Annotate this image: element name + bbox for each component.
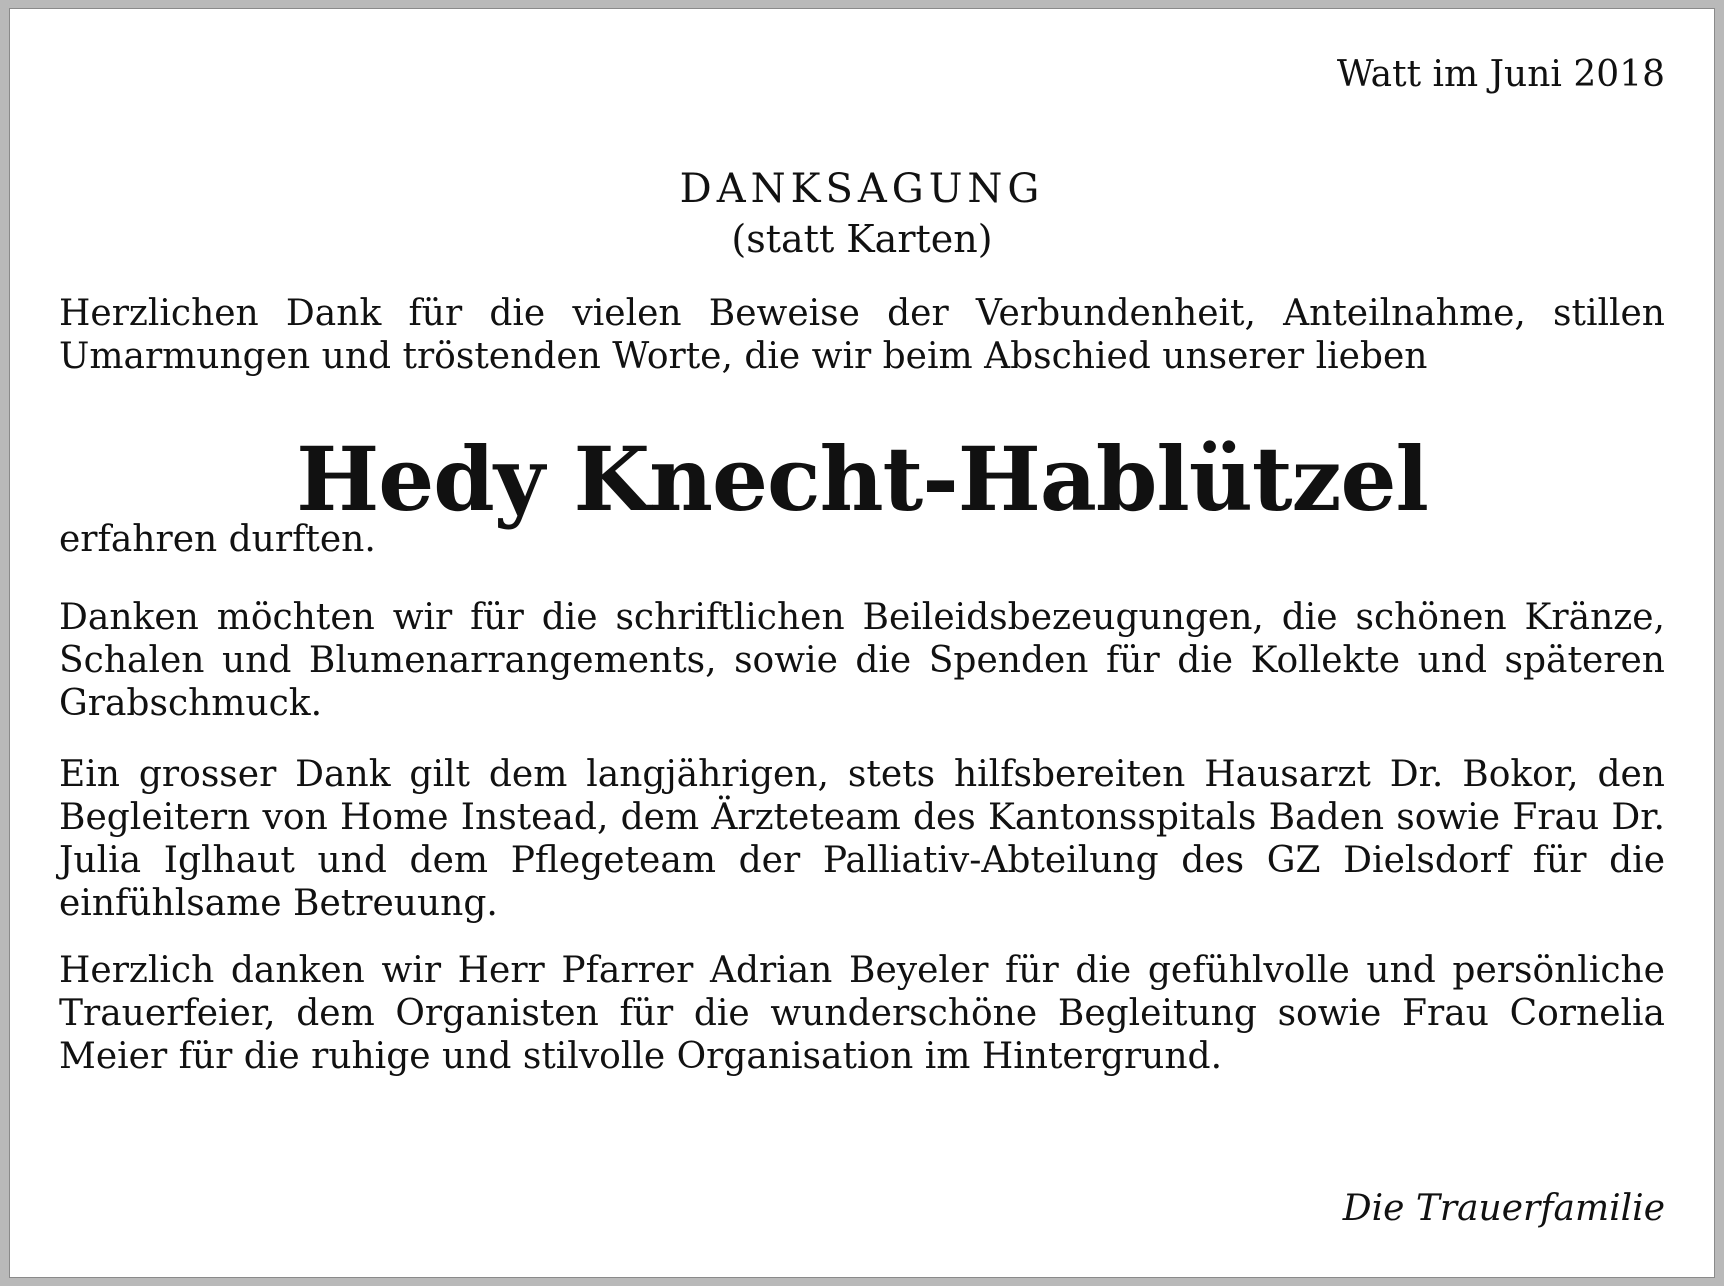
thanks-paragraph-medical: Ein grosser Dank gilt dem langjährigen, stets hilfsbereiten Hausarzt Dr. Bokor, den Begleitern von Home Instead, dem Ärzteteam des Kantonsspitals Baden sowie Frau Dr. Julia Iglhaut und dem Pflegeteam der Palliativ-Abteilung des GZ Dielsdorf für die einfühlsame Betreuung. <box>59 754 1665 924</box>
notice-page <box>10 9 1714 1277</box>
deceased-name: Hedy Knecht-Hablützel <box>296 427 1428 531</box>
thanks-paragraph-condolences: Danken möchten wir für die schriftlichen Beileidsbezeugungen, die schönen Kränze, Schalen und Blumenarrangements, sowie die Spenden für die Kollekte und späteren Grabschmuck. <box>59 597 1665 724</box>
date-line: Watt im Juni 2018 <box>1336 54 1665 95</box>
notice-title: DANKSAGUNG <box>679 166 1045 212</box>
signature: Die Trauerfamilie <box>1342 1188 1665 1229</box>
notice-subtitle: (statt Karten) <box>731 217 993 261</box>
thanks-paragraph-ceremony: Herzlich danken wir Herr Pfarrer Adrian Beyeler für die gefühlvolle und persönliche Trauerfeier, dem Organisten für die wunderschöne Begleitung sowie Frau Cornelia Meier für die ruhige und stilvolle Organisation im Hintergrund. <box>59 950 1665 1077</box>
after-name-line: erfahren durften. <box>59 519 376 560</box>
intro-paragraph: Herzlichen Dank für die vielen Beweise der Verbundenheit, Anteilnahme, stillen Umarmungen und tröstenden Worte, die wir beim Abschied unserer lieben <box>59 293 1665 377</box>
